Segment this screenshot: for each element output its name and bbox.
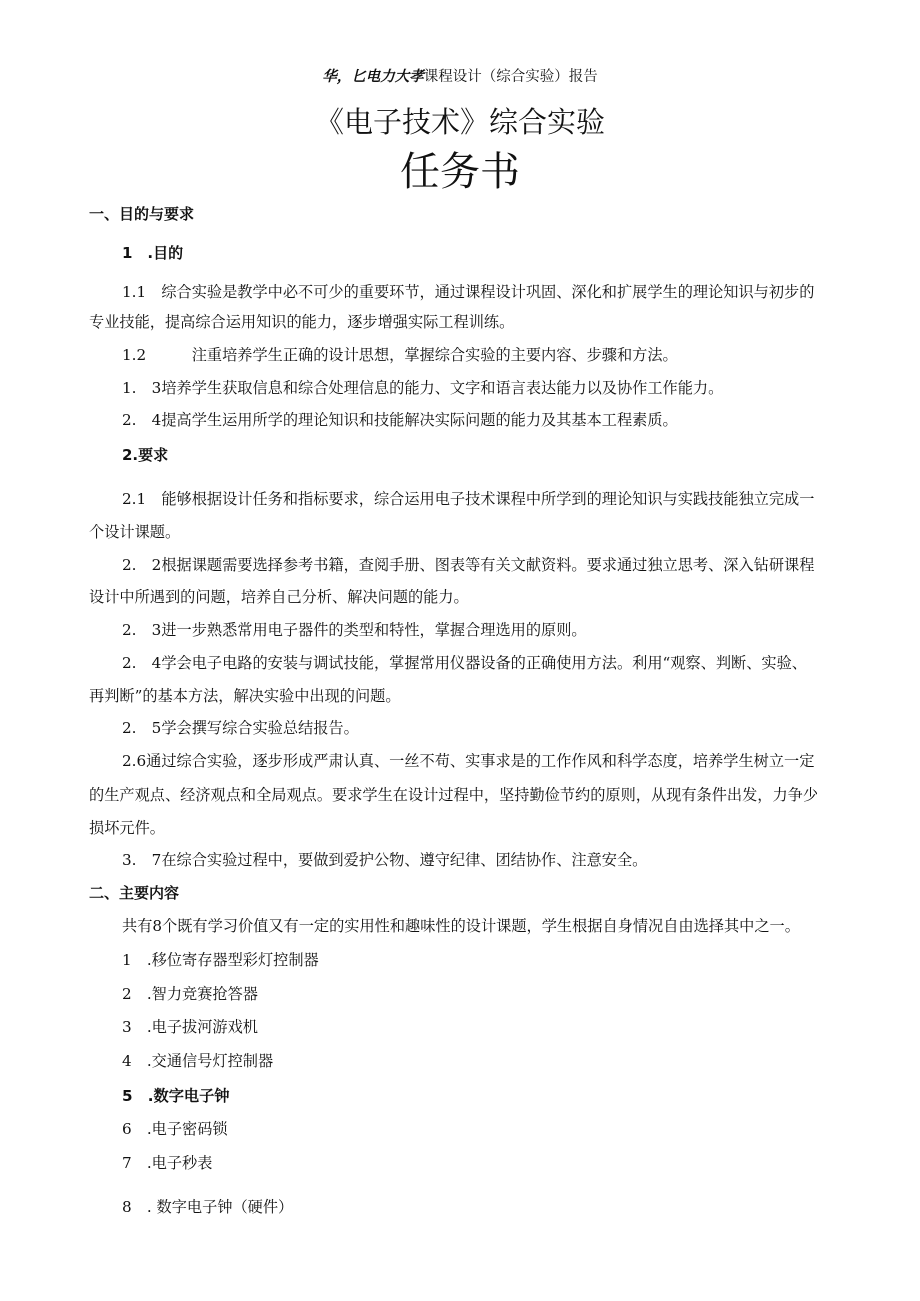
para-2-2-line-2: 设计中所遇到的问题，培养自己分析、解决问题的能力。	[89, 588, 469, 606]
topic-list-item: 4 .交通信号灯控制器	[122, 1052, 274, 1070]
para-1-1-line-2: 专业技能，提高综合运用知识的能力，逐步增强实际工程训练。	[89, 313, 515, 331]
topic-list-item: 1 .移位寄存器型彩灯控制器	[122, 951, 319, 969]
document-subtitle: 任务书	[400, 149, 520, 195]
requirements-heading: 2.要求	[122, 446, 169, 464]
para-1-2: 1.2 注重培养学生正确的设计思想，掌握综合实验的主要内容、步骤和方法。	[122, 346, 678, 364]
para-2-1-line-2: 个设计课题。	[89, 523, 181, 541]
section-1-heading: 一、目的与要求	[89, 205, 195, 223]
topic-list-item: 3 .电子拔河游戏机	[122, 1018, 258, 1036]
para-2-4-line-2: 再判断”的基本方法，解决实验中出现的问题。	[89, 687, 401, 705]
para-2-5: 2. 5学会撰写综合实验总结报告。	[122, 719, 359, 737]
para-2-2-line-1: 2. 2根据课题需要选择参考书籍，查阅手册、图表等有关文献资料。要求通过独立思考、深入钻研课程	[122, 556, 815, 574]
para-1-3: 1. 3培养学生获取信息和综合处理信息的能力、文字和语言表达能力以及协作工作能力。	[122, 379, 724, 397]
topic-list-item: 8 . 数字电子钟（硬件）	[122, 1198, 294, 1216]
para-2-6-line-1: 2.6通过综合实验，逐步形成严肃认真、一丝不苟、实事求是的工作作风和科学态度，培养学生树立一定	[122, 752, 815, 770]
para-1-4: 2. 4提高学生运用所学的理论知识和技能解决实际问题的能力及其基本工程素质。	[122, 411, 678, 429]
para-2-6-line-3: 损坏元件。	[89, 819, 165, 837]
para-2-7: 3. 7在综合实验过程中，要做到爱护公物、遵守纪律、团结协作、注意安全。	[122, 851, 648, 869]
purpose-heading: 1 .目的	[122, 244, 184, 262]
para-1-1-line-1: 1.1 综合实验是教学中必不可少的重要环节，通过课程设计巩固、深化和扩展学生的理论知识与初步的	[122, 283, 815, 301]
header-course-text: 课程设计（综合实验）报告	[423, 69, 598, 85]
para-2-4-line-1: 2. 4学会电子电路的安装与调试技能，掌握常用仪器设备的正确使用方法。利用“观察、判断、实验、	[122, 654, 807, 672]
para-2-3: 2. 3进一步熟悉常用电子器件的类型和特性，掌握合理选用的原则。	[122, 621, 587, 639]
topic-list-item: 5 .数字电子钟	[122, 1087, 230, 1105]
page-header	[0, 70, 920, 85]
document-title: 《电子技术》综合实验	[314, 105, 605, 139]
para-2-1-line-1: 2.1 能够根据设计任务和指标要求，综合运用电子技术课程中所学到的理论知识与实践技能独立完成一	[122, 490, 815, 508]
header-school-logo-text: 华，匕电力大孝	[322, 69, 424, 85]
topic-list-item: 6 .电子密码锁	[122, 1120, 228, 1138]
section-2-heading: 二、主要内容	[89, 884, 180, 902]
topic-list-item: 2 .智力竞赛抢答器	[122, 985, 258, 1003]
para-2-6-line-2: 的生产观点、经济观点和全局观点。要求学生在设计过程中，坚持勤俭节约的原则，从现有条件出发，力争少	[89, 786, 818, 804]
topic-list-item: 7 .电子秒表	[122, 1154, 213, 1172]
section-2-intro: 共有8个既有学习价值又有一定的实用性和趣味性的设计课题，学生根据自身情况自由选择其中之一。	[122, 917, 800, 935]
